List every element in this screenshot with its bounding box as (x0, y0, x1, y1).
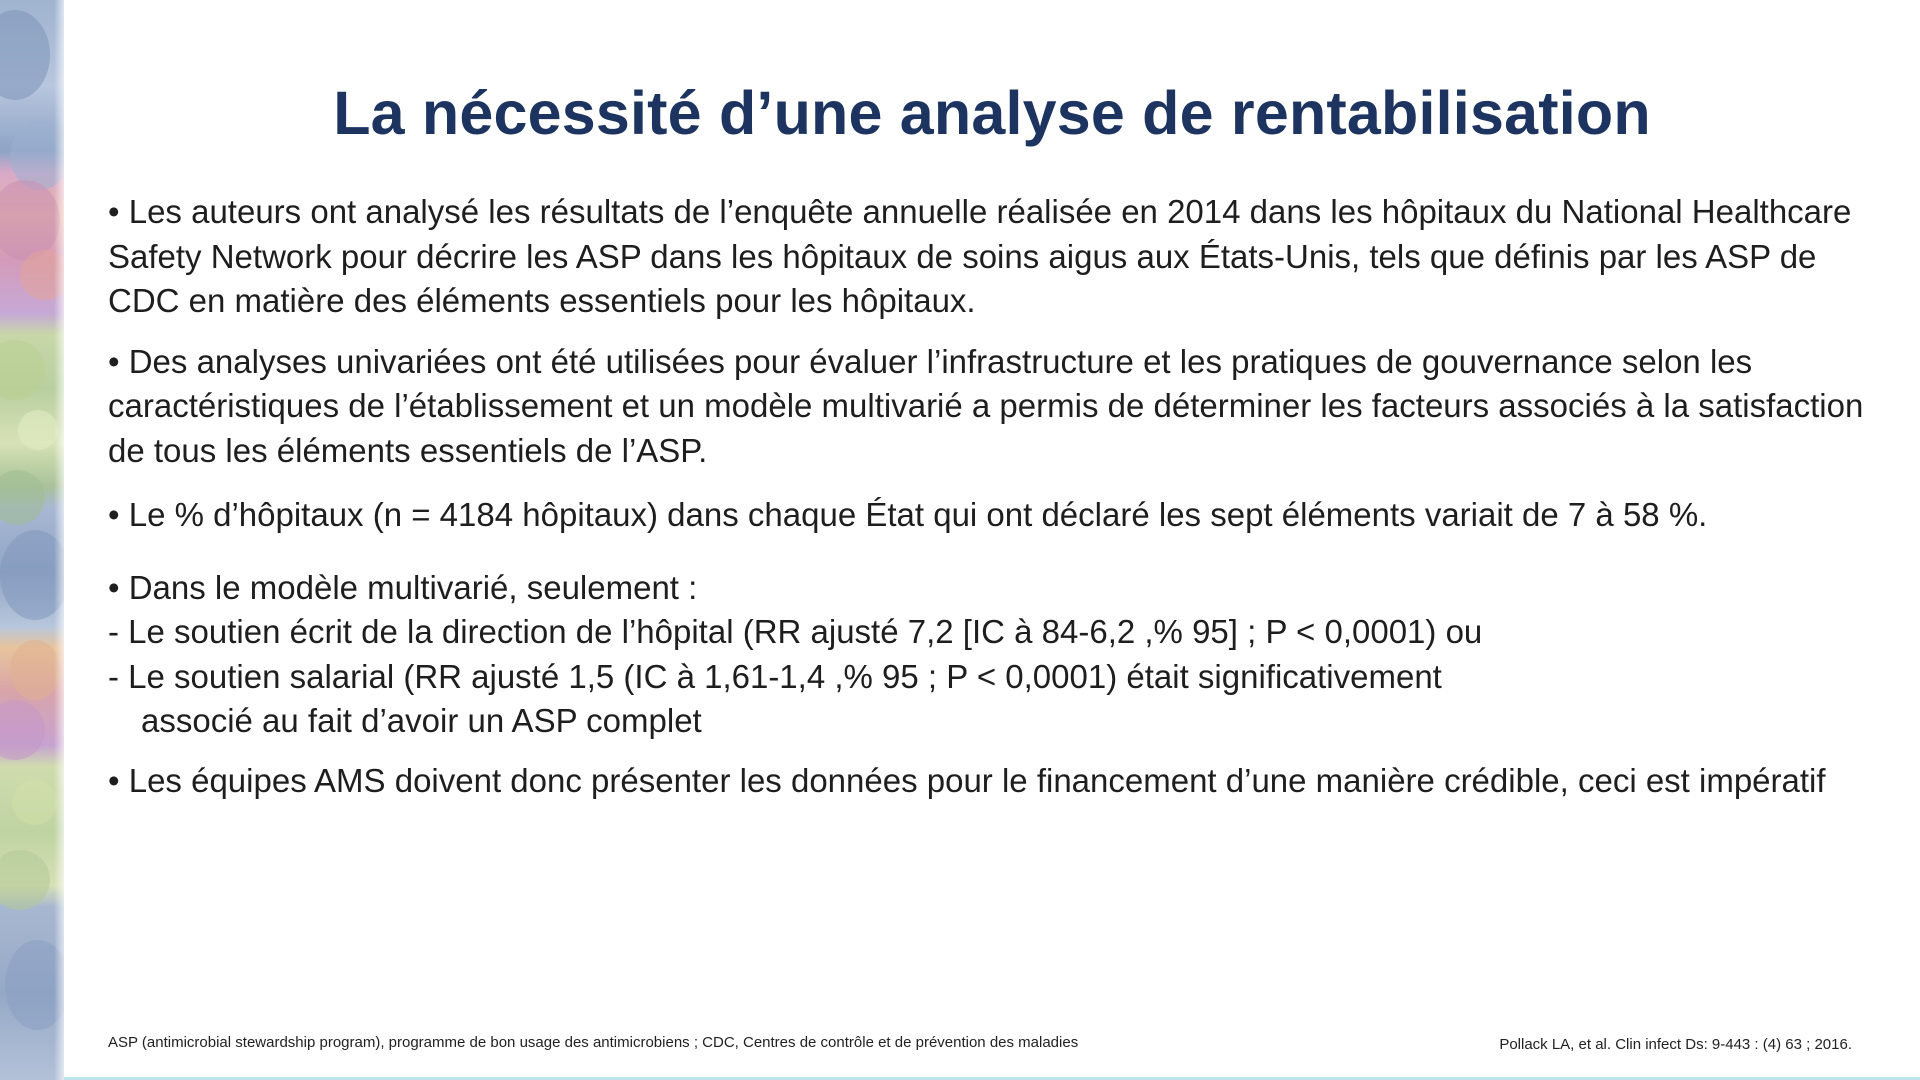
bullet-univariate-analysis: • Des analyses univariées ont été utilisées pour évaluer l’infrastructure et les pratiques de gouvernance selon les caractéristiques de l’établissement et un modèle multivarié a permis de déterminer les facteurs associés à la satisfaction de tous les éléments essentiels de l’ASP. (108, 342, 1864, 469)
bullet-multivariate-intro: • Dans le modèle multivarié, seulement : (108, 568, 698, 606)
sub-item-written-support: - Le soutien écrit de la direction de l’hôpital (RR ajusté 7,2 [IC à 84-6,2 ,% 95] ; P < 0,0001) ou (108, 613, 1483, 650)
sub-item-salary-support-continuation: associé au fait d’avoir un ASP complet (141, 702, 702, 739)
bullet-ams-teams: • Les équipes AMS doivent donc présenter les données pour le financement d’une manière crédible, ceci est impératif (108, 761, 1826, 799)
bullet-hospital-percentage: • Le % d’hôpitaux (n = 4184 hôpitaux) dans chaque État qui ont déclaré les sept éléments variait de 7 à 58 %. (108, 496, 1708, 533)
bullet-survey-analysis: • Les auteurs ont analysé les résultats de l’enquête annuelle réalisée en 2014 dans les hôpitaux du National Healthcare Safety Network pour décrire les ASP dans les hôpitaux de soins aigus aux États-Unis, tels que définis par les ASP de CDC en matière des éléments essentiels pour les hôpitaux. (108, 193, 1852, 319)
sub-item-salary-support: - Le soutien salarial (RR ajusté 1,5 (IC à 1,61-1,4 ,% 95 ; P < 0,0001) était significativement (108, 657, 1442, 695)
bullet-multivariate-model (108, 566, 1868, 744)
slide-body (108, 190, 1868, 815)
slide-title: La nécessité d’une analyse de rentabilisation (333, 79, 1651, 147)
citation-reference: Pollack LA, et al. Clin infect Ds: 9-443 : (4) 63 ; 2016. (1499, 1036, 1852, 1053)
abbreviations-footnote: ASP (antimicrobial stewardship program), programme de bon usage des antimicrobiens ; CDC, Centres de contrôle et de prévention des maladies (108, 1034, 1079, 1051)
decorative-side-image (0, 0, 64, 1080)
